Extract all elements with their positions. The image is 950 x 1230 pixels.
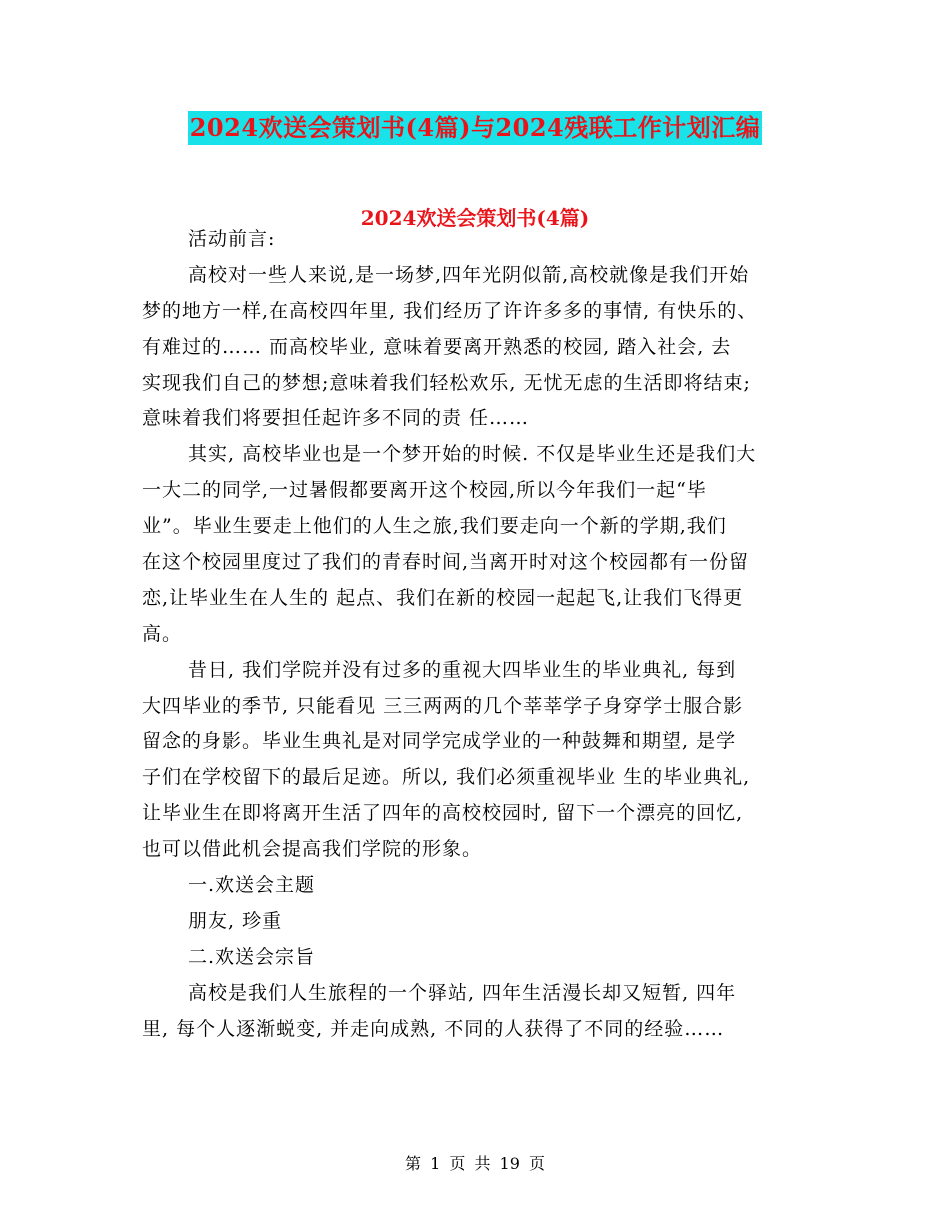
text-line: 一.欢送会主题 [188,874,316,897]
text-line: 有难过的…… 而高校毕业, 意味着要离开熟悉的校园, 踏入社会, 去 [142,335,732,358]
text-line: 其实, 高校毕业也是一个梦开始的时候. 不仅是毕业生还是我们大 [188,443,757,466]
text-line: 恋,让毕业生在人生的 起点、我们在新的校园一起起飞,让我们飞得更 [142,586,744,609]
text-line: 一大二的同学,一过暑假都要离开这个校园,所以今年我们一起“毕 [142,479,707,502]
text-line: 高。 [142,622,183,645]
text-line: 里, 每个人逐渐蜕变, 并走向成熟, 不同的人获得了不同的经验…… [142,1017,725,1040]
text-line: 意味着我们将要担任起许多不同的责 任…… [142,407,530,430]
page-footer: 第 1 页 共 19 页 [405,1154,545,1173]
text-line: 二.欢送会宗旨 [188,945,316,968]
text-line: 留念的身影。毕业生典礼是对同学完成学业的一种鼓舞和期望, 是学 [142,730,737,753]
text-line: 大四毕业的季节, 只能看见 三三两两的几个莘莘学子身穿学士服合影 [142,694,744,717]
text-line: 高校对一些人来说,是一场梦,四年光阴似箭,高校就像是我们开始 [188,263,750,286]
main-title: 2024欢送会策划书(4篇)与2024残联工作计划汇编 [188,111,763,145]
text-line: 也可以借此机会提高我们学院的形象。 [142,838,483,861]
text-line: 实现我们自己的梦想;意味着我们轻松欢乐, 无忧无虑的生活即将结束; [142,371,751,394]
text-line: 朋友, 珍重 [188,909,283,932]
text-line: 昔日, 我们学院并没有过多的重视大四毕业生的毕业典礼, 每到 [188,658,737,681]
text-line: 在这个校园里度过了我们的青春时间,当离开时对这个校园都有一份留 [142,551,750,574]
text-line: 高校是我们人生旅程的一个驿站, 四年生活漫长却又短暂, 四年 [188,981,737,1004]
text-line: 让毕业生在即将离开生活了四年的高校校园时, 留下一个漂亮的回忆, [142,802,744,825]
text-line: 子们在学校留下的最后足迹。所以, 我们必须重视毕业 生的毕业典礼, [142,766,751,789]
section-title: 2024欢送会策划书(4篇) [360,206,590,230]
text-line: 梦的地方一样,在高校四年里, 我们经历了许许多多的事情, 有快乐的、 [142,299,758,322]
main-title-row [0,111,950,145]
text-line: 活动前言: [188,228,276,250]
body-text [142,222,822,1047]
text-line: 业”。毕业生要走上他们的人生之旅,我们要走向一个新的学期,我们 [142,515,727,538]
